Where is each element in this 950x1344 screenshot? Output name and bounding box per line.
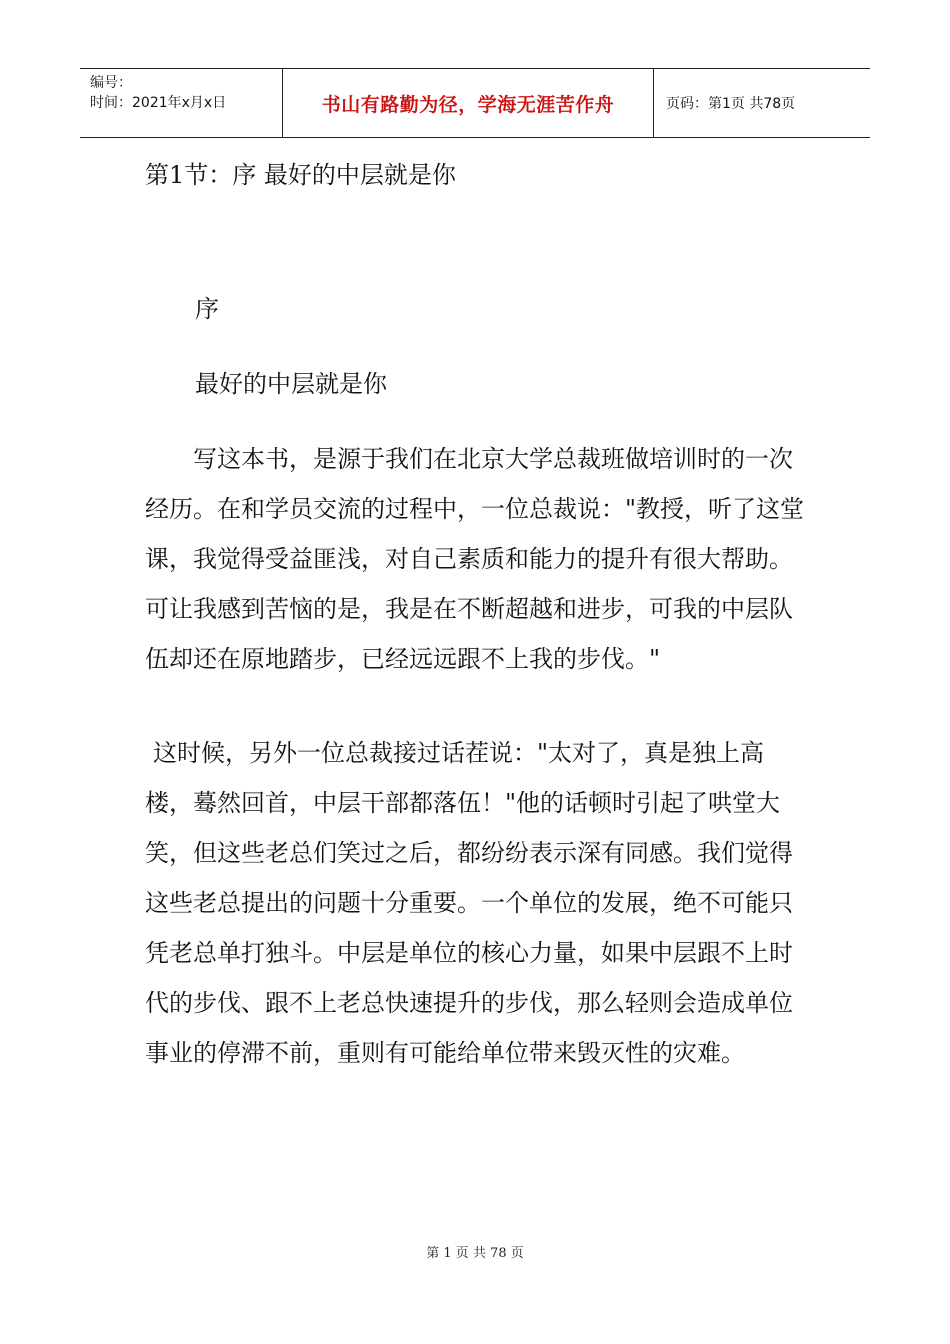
spacer bbox=[145, 684, 810, 728]
document-body bbox=[145, 150, 810, 1078]
code-label: 编号： bbox=[90, 75, 132, 91]
spacer bbox=[145, 409, 810, 434]
header-page-info: 页码：第1页 共78页 bbox=[666, 96, 796, 112]
paragraph-2: 这时候，另外一位总裁接过话茬说："太对了，真是独上高楼，蓦然回首，中层干部都落伍！"他的话顿时引起了哄堂大笑，但这些老总们笑过之后，都纷纷表示深有同感。我们觉得这些老总提出的问题十分重要。一个单位的发展，绝不可能只凭老总单打独斗。中层是单位的核心力量，如果中层跟不上时代的步伐、跟不上老总快速提升的步伐，那么轻则会造成单位事业的停滞不前，重则有可能给单位带来毁灭性的灾难。 bbox=[145, 739, 793, 1067]
page-header bbox=[80, 68, 870, 138]
heading-subtitle: 最好的中层就是你 bbox=[195, 370, 387, 398]
heading-preface: 序 bbox=[195, 295, 219, 323]
paragraph-1: 写这本书，是源于我们在北京大学总裁班做培训时的一次经历。在和学员交流的过程中，一位总裁说："教授，听了这堂课，我觉得受益匪浅，对自己素质和能力的提升有很大帮助。可让我感到苦恼的是，我是在不断超越和进步，可我的中层队伍却还在原地踏步，已经远远跟不上我的步伐。" bbox=[145, 445, 805, 673]
time-label: 时间：2021年x月x日 bbox=[90, 95, 227, 111]
section-title: 第1节：序 最好的中层就是你 bbox=[145, 161, 456, 189]
header-meta bbox=[80, 69, 282, 137]
header-motto: 书山有路勤为径，学海无涯苦作舟 bbox=[282, 69, 654, 137]
spacer bbox=[145, 334, 810, 359]
page-footer: 第 1 页 共 78 页 bbox=[426, 1246, 524, 1261]
